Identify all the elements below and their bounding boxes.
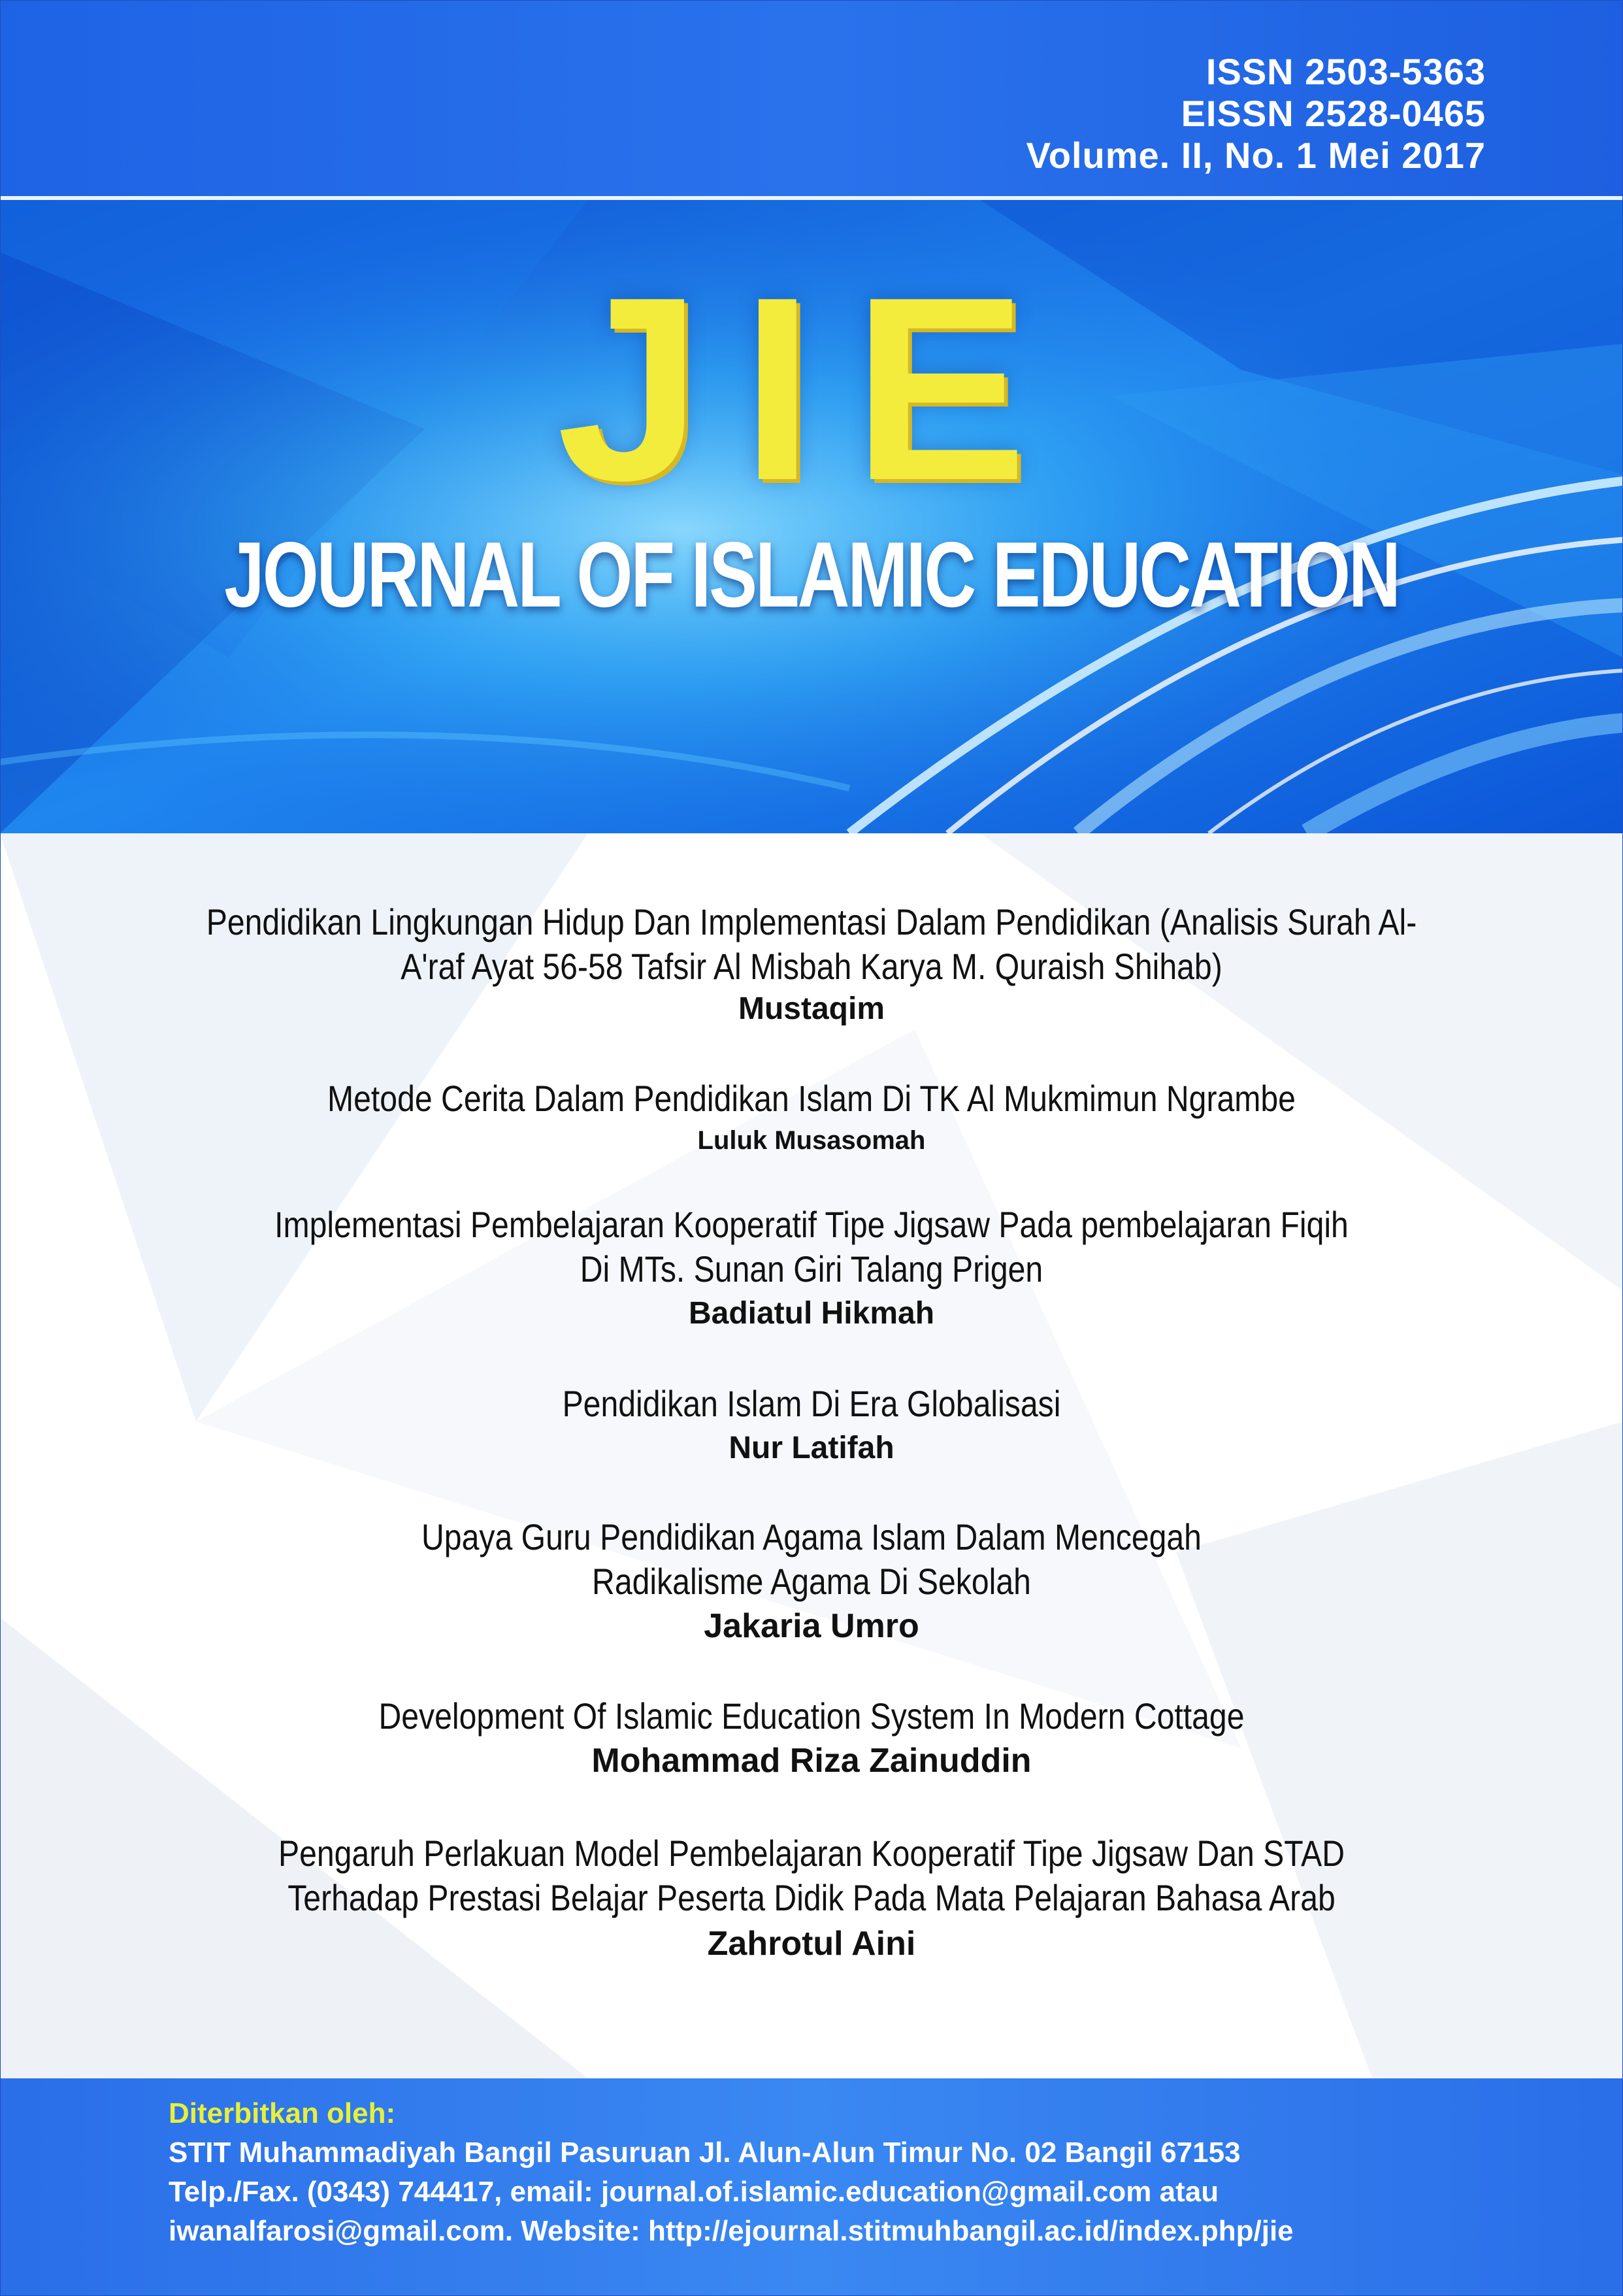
article-author-7: Zahrotul Aini	[707, 1925, 916, 1963]
journal-title: JOURNAL OF ISLAMIC EDUCATION	[224, 523, 1399, 627]
article-author-6: Mohammad Riza Zainuddin	[591, 1742, 1032, 1780]
cover-header	[0, 0, 1623, 833]
publisher-address: STIT Muhammadiyah Bangil Pasuruan Jl. Alun-Alun Timur No. 02 Bangil 67153	[169, 2137, 1241, 2169]
article-author-5: Jakaria Umro	[704, 1607, 919, 1645]
publisher-label: Diterbitkan oleh:	[169, 2097, 396, 2129]
article-title-3-line-1: Implementasi Pembelajaran Kooperatif Tipe Jigsaw Pada pembelajaran Fiqih	[274, 1204, 1349, 1245]
article-title-7-line-2: Terhadap Prestasi Belajar Peserta Didik Pada Mata Pelajaran Bahasa Arab	[287, 1877, 1336, 1918]
article-title-2-line-1: Metode Cerita Dalam Pendidikan Islam Di TK Al Mukmimun Ngrambe	[327, 1078, 1296, 1119]
article-title-1-line-1: Pendidikan Lingkungan Hidup Dan Implementasi Dalam Pendidikan (Analisis Surah Al-	[206, 901, 1417, 942]
volume-text: Volume. II, No. 1 Mei 2017	[1026, 135, 1486, 176]
article-title-1-line-2: A'raf Ayat 56-58 Tafsir Al Misbah Karya M. Quraish Shihab)	[401, 946, 1222, 987]
publication-meta	[1026, 51, 1486, 176]
article-author-2: Luluk Musasomah	[697, 1126, 926, 1155]
publisher-footer	[0, 2078, 1623, 2296]
article-author-1: Mustaqim	[738, 991, 885, 1026]
article-title-5-line-1: Upaya Guru Pendidikan Agama Islam Dalam Mencegah	[421, 1516, 1202, 1557]
issn-text: ISSN 2503-5363	[1205, 51, 1486, 92]
article-author-4: Nur Latifah	[729, 1431, 894, 1465]
journal-logo: JIE	[556, 242, 1067, 535]
publisher-contact: Telp./Fax. (0343) 744417, email: journal.of.islamic.education@gmail.com atau	[169, 2176, 1219, 2208]
article-title-4-line-1: Pendidikan Islam Di Era Globalisasi	[562, 1383, 1061, 1424]
publisher-website: iwanalfarosi@gmail.com. Website: http://ejournal.stitmuhbangil.ac.id/index.php/jie	[169, 2215, 1294, 2247]
article-author-3: Badiatul Hikmah	[688, 1296, 935, 1331]
article-title-6-line-1: Development Of Islamic Education System In Modern Cottage	[378, 1695, 1245, 1737]
article-title-5-line-2: Radikalisme Agama Di Sekolah	[592, 1561, 1031, 1602]
article-title-3-line-2: Di MTs. Sunan Giri Talang Prigen	[580, 1248, 1043, 1289]
article-title-7-line-1: Pengaruh Perlakuan Model Pembelajaran Kooperatif Tipe Jigsaw Dan STAD	[278, 1833, 1345, 1874]
eissn-text: EISSN 2528-0465	[1181, 93, 1486, 134]
